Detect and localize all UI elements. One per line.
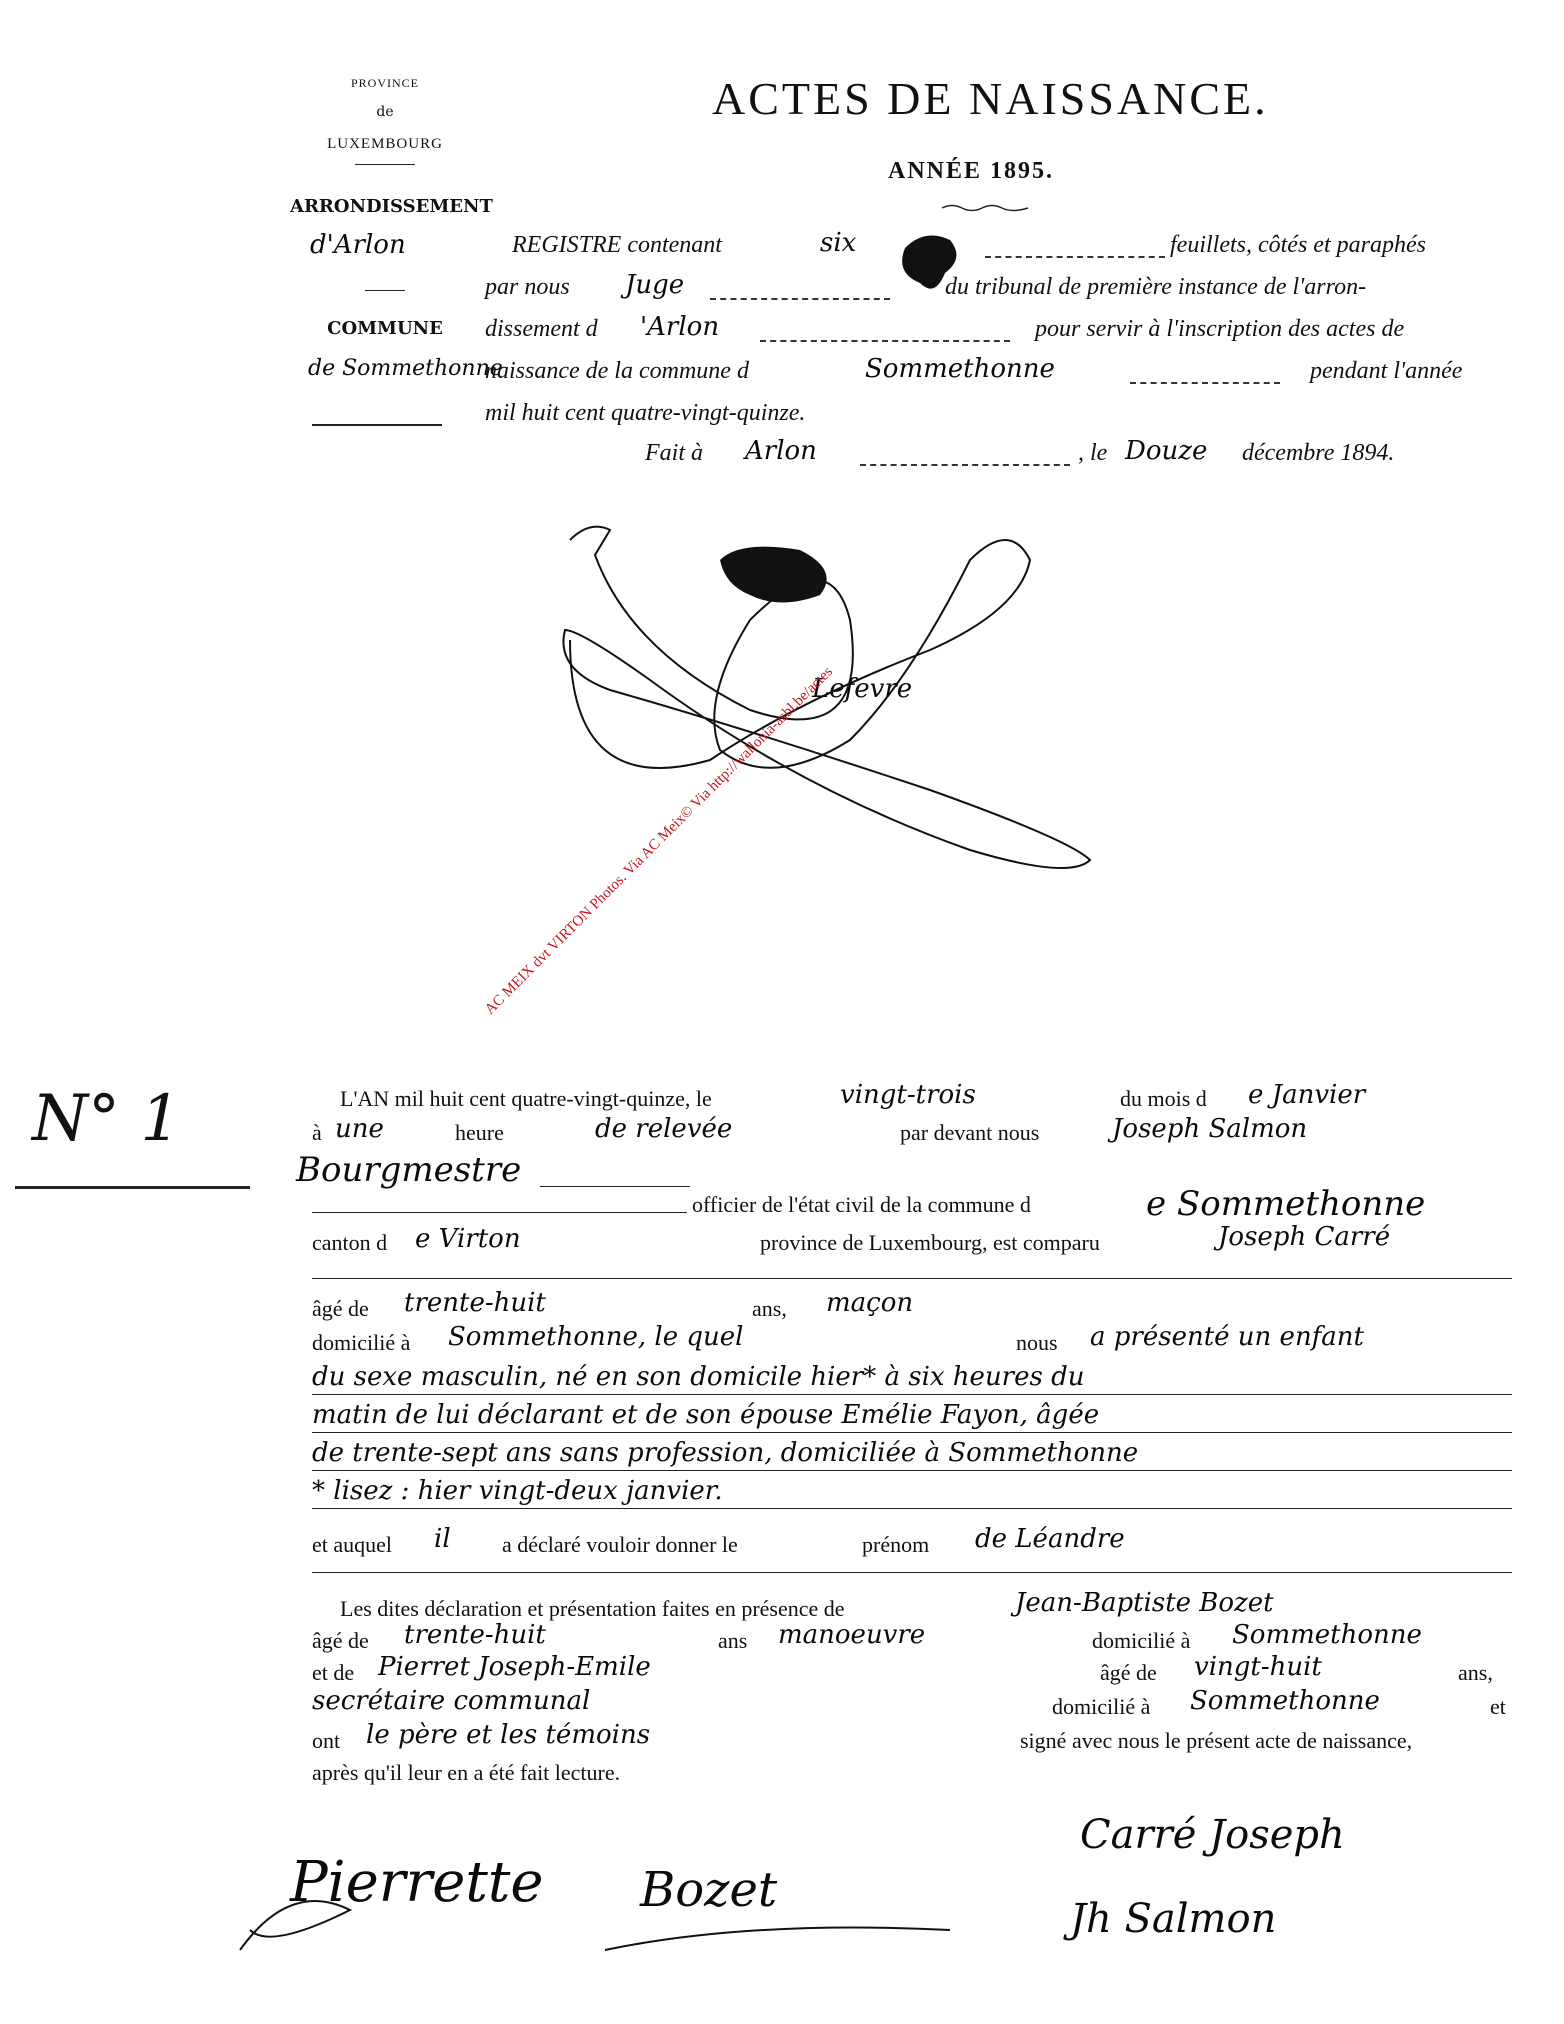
register-line4-hw: Sommethonne (865, 354, 1055, 384)
act-l12-c: prénom (862, 1532, 930, 1557)
signature-2-underline (600, 1900, 960, 1960)
act-l4-a: officier de l'état civil de la commune d (692, 1192, 1031, 1217)
dash-line (860, 464, 1070, 466)
rule (312, 1572, 1512, 1573)
act-l14-hw2: manoeuvre (778, 1620, 926, 1650)
fait-day: Douze (1125, 436, 1208, 466)
dash-line (985, 256, 1165, 258)
act-l17-a: ont (312, 1728, 341, 1753)
act-l12-a: et auquel (312, 1532, 393, 1557)
act-l2-hw1: une (335, 1114, 384, 1144)
act-l16-a: domicilié à (1052, 1694, 1151, 1719)
act-l14-hw1: trente-huit (404, 1620, 546, 1650)
signature-4: Jh Salmon (1070, 1896, 1277, 1942)
act-l17-hw: le père et les témoins (366, 1720, 651, 1750)
act-l12-hw2: de Léandre (975, 1524, 1125, 1554)
fait-prefix: Fait à (645, 440, 703, 466)
province-label: PROVINCE (350, 76, 419, 90)
act-l15-c: ans, (1458, 1660, 1493, 1685)
act-l10-hw: de trente-sept ans sans profession, domiciliée à Sommethonne (312, 1438, 1139, 1468)
register-line5: mil huit cent quatre-vingt-quinze. (485, 400, 806, 426)
divider (365, 290, 405, 291)
act-l15-hw1: Pierret Joseph-Emile (378, 1652, 651, 1682)
rule (312, 1212, 687, 1213)
act-number-underline (15, 1186, 250, 1189)
register-line4-suffix: pendant l'année (1310, 358, 1463, 384)
commune-label: COMMUNE (327, 318, 443, 339)
ornament-icon (940, 198, 1030, 208)
act-l15-hw2: vingt-huit (1194, 1652, 1322, 1682)
page-title: ACTES DE NAISSANCE. (712, 73, 1269, 124)
act-l14-b: ans (718, 1628, 748, 1653)
act-l13-hw: Jean-Baptiste Bozet (1015, 1588, 1274, 1618)
arrondissement-value: d'Arlon (310, 230, 406, 260)
divider (355, 164, 415, 165)
act-l16-hw2: Sommethonne (1190, 1686, 1380, 1716)
watermark: AC MEIX dvt VIRTON Photos. Via AC Meix© Via http://wallonia-asbl.be/actes (481, 663, 836, 1018)
act-l11-hw: * lisez : hier vingt-deux janvier. (312, 1476, 723, 1506)
act-l5-hw1: e Virton (415, 1224, 521, 1254)
register-line4-prefix: naissance de la commune d (485, 358, 749, 384)
register-line3-suffix: pour servir à l'inscription des actes de (1035, 316, 1405, 342)
commune-value: de Sommethonne (308, 356, 503, 381)
act-l3-hw: Bourgmestre (296, 1150, 522, 1190)
act-l7-hw1: Sommethonne, le quel (448, 1322, 744, 1352)
fait-le: , le (1078, 440, 1108, 466)
fait-place: Arlon (745, 436, 817, 466)
signature-3: Carré Joseph (1080, 1812, 1345, 1858)
register-line2-suffix: du tribunal de première instance de l'arron- (945, 274, 1367, 300)
rule (540, 1186, 690, 1187)
act-l6-b: ans, (752, 1296, 787, 1321)
act-l8-hw: du sexe masculin, né en son domicile hier* à six heures du (312, 1362, 1085, 1392)
rule (312, 1508, 1512, 1509)
rule (312, 1432, 1512, 1433)
act-l18: après qu'il leur en a été fait lecture. (312, 1760, 621, 1785)
divider (312, 424, 442, 426)
province-name: LUXEMBOURG (327, 136, 443, 152)
act-l5-b: province de Luxembourg, est comparu (760, 1230, 1100, 1255)
register-line1-suffix: feuillets, côtés et paraphés (1170, 232, 1426, 258)
act-l14-a: âgé de (312, 1628, 369, 1653)
act-l2-hw2: de relevée (595, 1114, 733, 1144)
register-line3-prefix: dissement d (485, 316, 598, 342)
act-l2-hw3: Joseph Salmon (1112, 1114, 1308, 1144)
act-l2-a: à (312, 1120, 322, 1145)
act-l1-hw: vingt-trois (840, 1080, 976, 1110)
register-line1-prefix: REGISTRE contenant (512, 232, 722, 258)
year-heading: ANNÉE 1895. (888, 158, 1055, 184)
fait-suffix: décembre 1894. (1242, 440, 1395, 466)
rule (312, 1278, 1512, 1279)
act-l6-hw1: trente-huit (404, 1288, 546, 1318)
register-line2-prefix: par nous (485, 274, 570, 300)
signature-2: Bozet (640, 1862, 778, 1918)
act-l1-b: du mois d (1120, 1086, 1207, 1111)
act-l16-b: et (1490, 1694, 1506, 1719)
dash-line (710, 298, 890, 300)
act-l1-a: L'AN mil huit cent quatre-vingt-quinze, le (340, 1086, 712, 1111)
act-l12-b: a déclaré vouloir donner le (502, 1532, 738, 1557)
act-l9-hw: matin de lui déclarant et de son épouse Emélie Fayon, âgée (312, 1400, 1100, 1430)
act-l6-hw2: maçon (826, 1288, 914, 1318)
register-line3-hw: 'Arlon (640, 312, 720, 342)
dash-line (1130, 382, 1280, 384)
act-l5-a: canton d (312, 1230, 388, 1255)
register-line1-hw: six (820, 228, 857, 258)
signature-1: Pierrette (290, 1850, 544, 1915)
rule (312, 1470, 1512, 1471)
act-l4-hw: e Sommethonne (1146, 1184, 1426, 1224)
act-l12-hw1: il (434, 1524, 451, 1554)
act-l2-c: par devant nous (900, 1120, 1040, 1145)
act-l6-a: âgé de (312, 1296, 369, 1321)
act-l7-hw2: a présenté un enfant (1090, 1322, 1365, 1352)
act-l17-b: signé avec nous le présent acte de naissance, (1020, 1728, 1413, 1753)
act-l2-b: heure (455, 1120, 504, 1145)
act-l15-a: et de (312, 1660, 355, 1685)
rule (312, 1394, 1512, 1395)
act-l14-hw3: Sommethonne (1232, 1620, 1422, 1650)
province-de: de (376, 104, 394, 120)
act-l7-a: domicilié à (312, 1330, 411, 1355)
act-l16-hw: secrétaire communal (312, 1686, 591, 1716)
act-l7-b: nous (1016, 1330, 1058, 1355)
act-l5-hw2: Joseph Carré (1218, 1222, 1391, 1252)
judge-signature-name: Lefevre (812, 674, 913, 704)
act-l15-b: âgé de (1100, 1660, 1157, 1685)
act-l13-a: Les dites déclaration et présentation faites en présence de (340, 1596, 845, 1621)
act-l1-hw2: e Janvier (1248, 1080, 1366, 1110)
act-number: N° 1 (32, 1082, 182, 1156)
arrondissement-label: ARRONDISSEMENT (290, 196, 493, 217)
act-l14-c: domicilié à (1092, 1628, 1191, 1653)
dash-line (760, 340, 1010, 342)
register-line2-hw: Juge (625, 270, 685, 300)
